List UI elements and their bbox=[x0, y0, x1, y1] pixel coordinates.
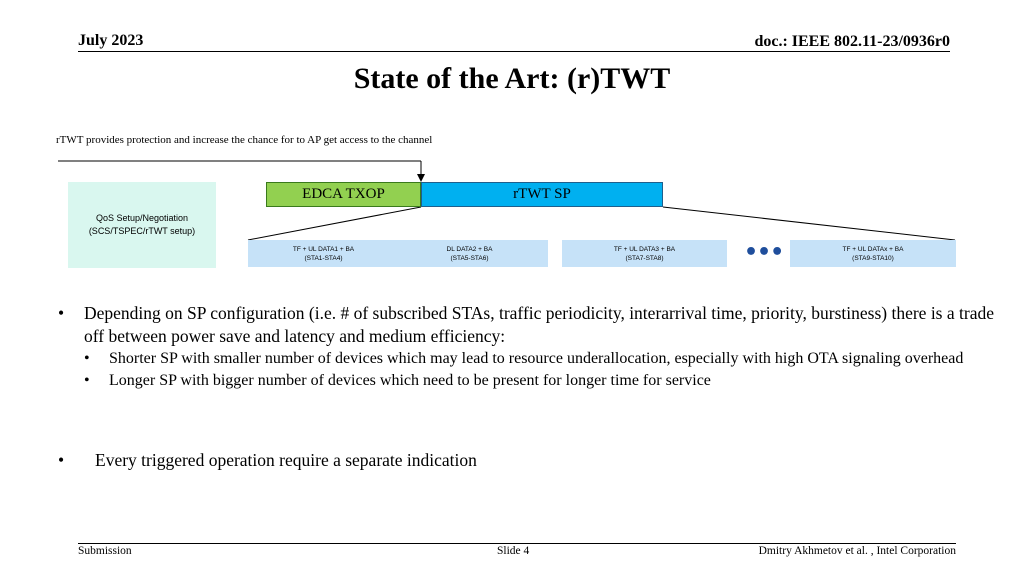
frame-box-3-line2: (STA7-STA8) bbox=[625, 254, 664, 262]
sub-bullet-text-2: Longer SP with bigger number of devices which need to be present for longer time for service bbox=[109, 372, 711, 389]
frame-box-4-line1: TF + UL DATAx + BA bbox=[842, 245, 904, 253]
footer-divider bbox=[78, 543, 956, 544]
footer-author: Dmitry Akhmetov et al. , Intel Corporation bbox=[758, 545, 956, 557]
arrow-head bbox=[417, 174, 425, 182]
ellipsis-dots-icon: ••• bbox=[744, 240, 784, 265]
footer-slide-number: Slide 4 bbox=[497, 545, 530, 557]
header-date: July 2023 bbox=[78, 32, 144, 49]
frame-box-2-line1: DL DATA2 + BA bbox=[446, 245, 493, 253]
qos-setup-line2: (SCS/TSPEC/rTWT setup) bbox=[88, 226, 196, 236]
qos-setup-box bbox=[68, 182, 216, 268]
expand-line-right bbox=[663, 207, 955, 240]
sub-bullet-item bbox=[56, 370, 996, 392]
frame-box-3-line1: TF + UL DATA3 + BA bbox=[613, 245, 676, 253]
bullet-text-2: Every triggered operation require a separate indication bbox=[95, 450, 477, 470]
frame-box-4 bbox=[790, 240, 956, 267]
sub-bullet-item bbox=[56, 348, 996, 370]
bullet-marker: • bbox=[58, 303, 65, 323]
rtwt-sp-block: rTWT SP bbox=[421, 182, 663, 207]
bullet-list bbox=[56, 302, 996, 392]
qos-setup-line1: QoS Setup/Negotiation bbox=[95, 213, 189, 223]
frame-box-4-line2: (STA9-STA10) bbox=[852, 254, 894, 262]
footer-submission: Submission bbox=[78, 545, 132, 557]
bullet-item bbox=[56, 302, 996, 348]
sub-bullet-marker: • bbox=[84, 372, 90, 389]
frame-box-2 bbox=[391, 240, 548, 267]
intro-text: rTWT provides protection and increase the chance for to AP get access to the channel bbox=[56, 134, 433, 146]
sub-bullet-text-1: Shorter SP with smaller number of devices which may lead to resource underallocation, especially with high OTA signaling overhead bbox=[109, 350, 964, 367]
bullet-text-1: Depending on SP configuration (i.e. # of subscribed STAs, traffic periodicity, interarrival time, priority, burstiness) there is a trade off between power save and latency and medium efficiency: bbox=[84, 303, 994, 346]
header-doc-id: doc.: IEEE 802.11-23/0936r0 bbox=[754, 33, 950, 50]
frame-box-1 bbox=[248, 240, 399, 267]
slide-title: State of the Art: (r)TWT bbox=[353, 62, 671, 95]
frame-box-1-line1: TF + UL DATA1 + BA bbox=[292, 245, 355, 253]
frame-box-1-line2: (STA1-STA4) bbox=[304, 254, 343, 262]
sub-bullet-marker: • bbox=[84, 350, 90, 367]
bullet-item bbox=[56, 450, 477, 471]
frame-box-3 bbox=[562, 240, 727, 267]
expand-line-left bbox=[248, 207, 421, 240]
bullet-marker: • bbox=[58, 450, 65, 470]
edca-txop-block: EDCA TXOP bbox=[266, 182, 421, 207]
frame-box-2-line2: (STA5-STA6) bbox=[450, 254, 489, 262]
